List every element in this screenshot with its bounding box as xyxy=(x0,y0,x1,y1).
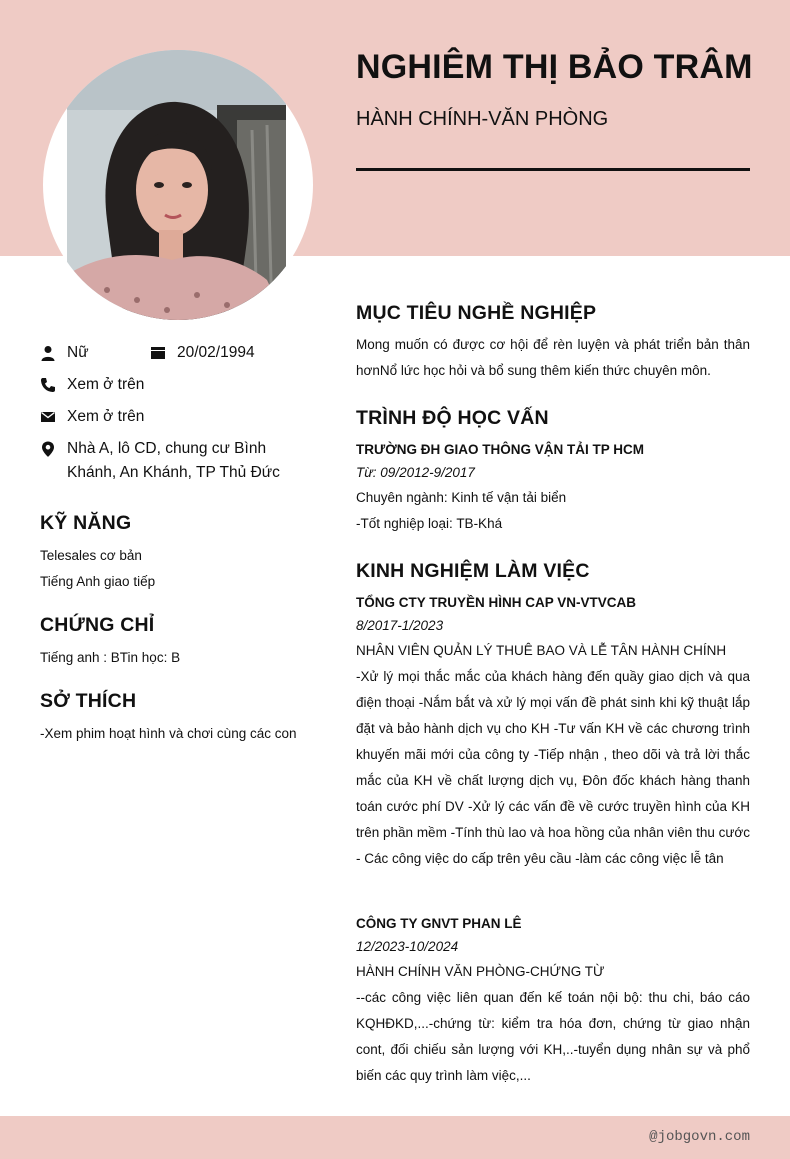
education-period: Từ: 09/2012-9/2017 xyxy=(356,465,475,480)
education-grade: -Tốt nghiệp loại: TB-Khá xyxy=(356,516,503,531)
hobbies-text: -Xem phim hoạt hình và chơi cùng các con xyxy=(40,726,297,741)
education-major: Chuyên ngành: Kinh tế vận tải biển xyxy=(356,490,567,505)
experience-job-1 xyxy=(356,592,750,872)
experience-job-2 xyxy=(356,913,750,1089)
skills-list xyxy=(40,543,155,595)
skill-item: Telesales cơ bản xyxy=(40,548,142,563)
contact-phone xyxy=(40,373,144,397)
footer-brand[interactable]: @jobgovn.com xyxy=(649,1129,750,1145)
certificates-heading: CHỨNG CHỈ xyxy=(40,614,155,636)
address-text xyxy=(67,437,280,485)
email-value: Xem ở trên xyxy=(67,408,145,425)
job-position: HÀNH CHÍNH VĂN PHÒNG-CHỨNG TỪ xyxy=(356,964,605,979)
gender-value: Nữ xyxy=(67,344,89,361)
objective-heading: MỤC TIÊU NGHỀ NGHIỆP xyxy=(356,302,597,324)
title-divider xyxy=(356,168,750,171)
job-period: 8/2017-1/2023 xyxy=(356,618,444,633)
skills-heading: KỸ NĂNG xyxy=(40,512,132,534)
objective-text: Mong muốn có được cơ hội để rèn luyện và phát triển bản thân hơnNổ lức học hỏi và bổ sung thêm kiến thức chuyên môn. xyxy=(356,337,750,378)
birthday-value: 20/02/1994 xyxy=(177,344,255,361)
job-position: NHÂN VIÊN QUẢN LÝ THUÊ BAO VÀ LỄ TÂN HÀNH CHÍNH xyxy=(356,643,727,658)
contact-birthday xyxy=(150,341,255,365)
certificates-text: Tiếng anh : BTin học: B xyxy=(40,650,181,665)
avatar xyxy=(43,50,313,320)
location-pin-icon xyxy=(40,441,56,457)
objective-section xyxy=(356,332,750,384)
experience-heading: KINH NGHIỆM LÀM VIỆC xyxy=(356,560,590,582)
hobbies-heading: SỞ THÍCH xyxy=(40,690,137,712)
contact-gender xyxy=(40,341,89,365)
person-icon xyxy=(40,345,56,361)
education-section xyxy=(356,439,750,537)
job-title: HÀNH CHÍNH-VĂN PHÒNG xyxy=(356,108,609,130)
phone-icon xyxy=(40,377,56,393)
address-line-1: Nhà A, lô CD, chung cư Bình xyxy=(67,440,267,457)
address-line-2: Khánh, An Khánh, TP Thủ Đức xyxy=(67,464,280,481)
profile-photo xyxy=(67,50,286,320)
phone-value: Xem ở trên xyxy=(67,376,145,393)
school-name: TRƯỜNG ĐH GIAO THÔNG VẬN TẢI TP HCM xyxy=(356,442,644,457)
contact-address xyxy=(40,437,280,485)
education-heading: TRÌNH ĐỘ HỌC VẤN xyxy=(356,407,549,429)
company-name: CÔNG TY GNVT PHAN LÊ xyxy=(356,916,522,931)
job-description: --các công việc liên quan đến kế toán nội bộ: thu chi, báo cáo KQHĐKD,...-chứng từ: kiểm tra hóa đơn, chứng từ giao nhận cont, đối chiếu sản lượng với KH,..-tuyển dụng nhân sự và phổ biến các quy trình làm việc,... xyxy=(356,990,750,1083)
company-name: TỔNG CTY TRUYỀN HÌNH CAP VN-VTVCAB xyxy=(356,595,637,610)
mail-icon xyxy=(40,409,56,425)
candidate-name: NGHIÊM THỊ BẢO TRÂM xyxy=(356,48,753,86)
job-period: 12/2023-10/2024 xyxy=(356,939,459,954)
contact-email xyxy=(40,405,144,429)
calendar-icon xyxy=(150,345,166,361)
skill-item: Tiếng Anh giao tiếp xyxy=(40,574,156,589)
job-description: -Xử lý mọi thắc mắc của khách hàng đến quầy giao dịch và qua điện thoại -Nắm bắt và xử lý mọi vấn đề phát sinh khi kỹ thuật lắp đặt và bảo hành dịch vụ cho KH -Tư vấn KH về các chương trình khuyến mãi mới của công ty -Tiếp nhận , theo dõi và trả lời thắc mắc của KH về chất lượng dịch vụ, Đôn đốc khách hàng thanh toán cước phí DV -Xử lý các vấn đề về cước truyền hình của KH trên phần mềm -Tính thù lao và hoa hồng của nhân viên thu cước - Các công việc do cấp trên yêu cầu -làm các công việc lễ tân xyxy=(356,669,750,866)
